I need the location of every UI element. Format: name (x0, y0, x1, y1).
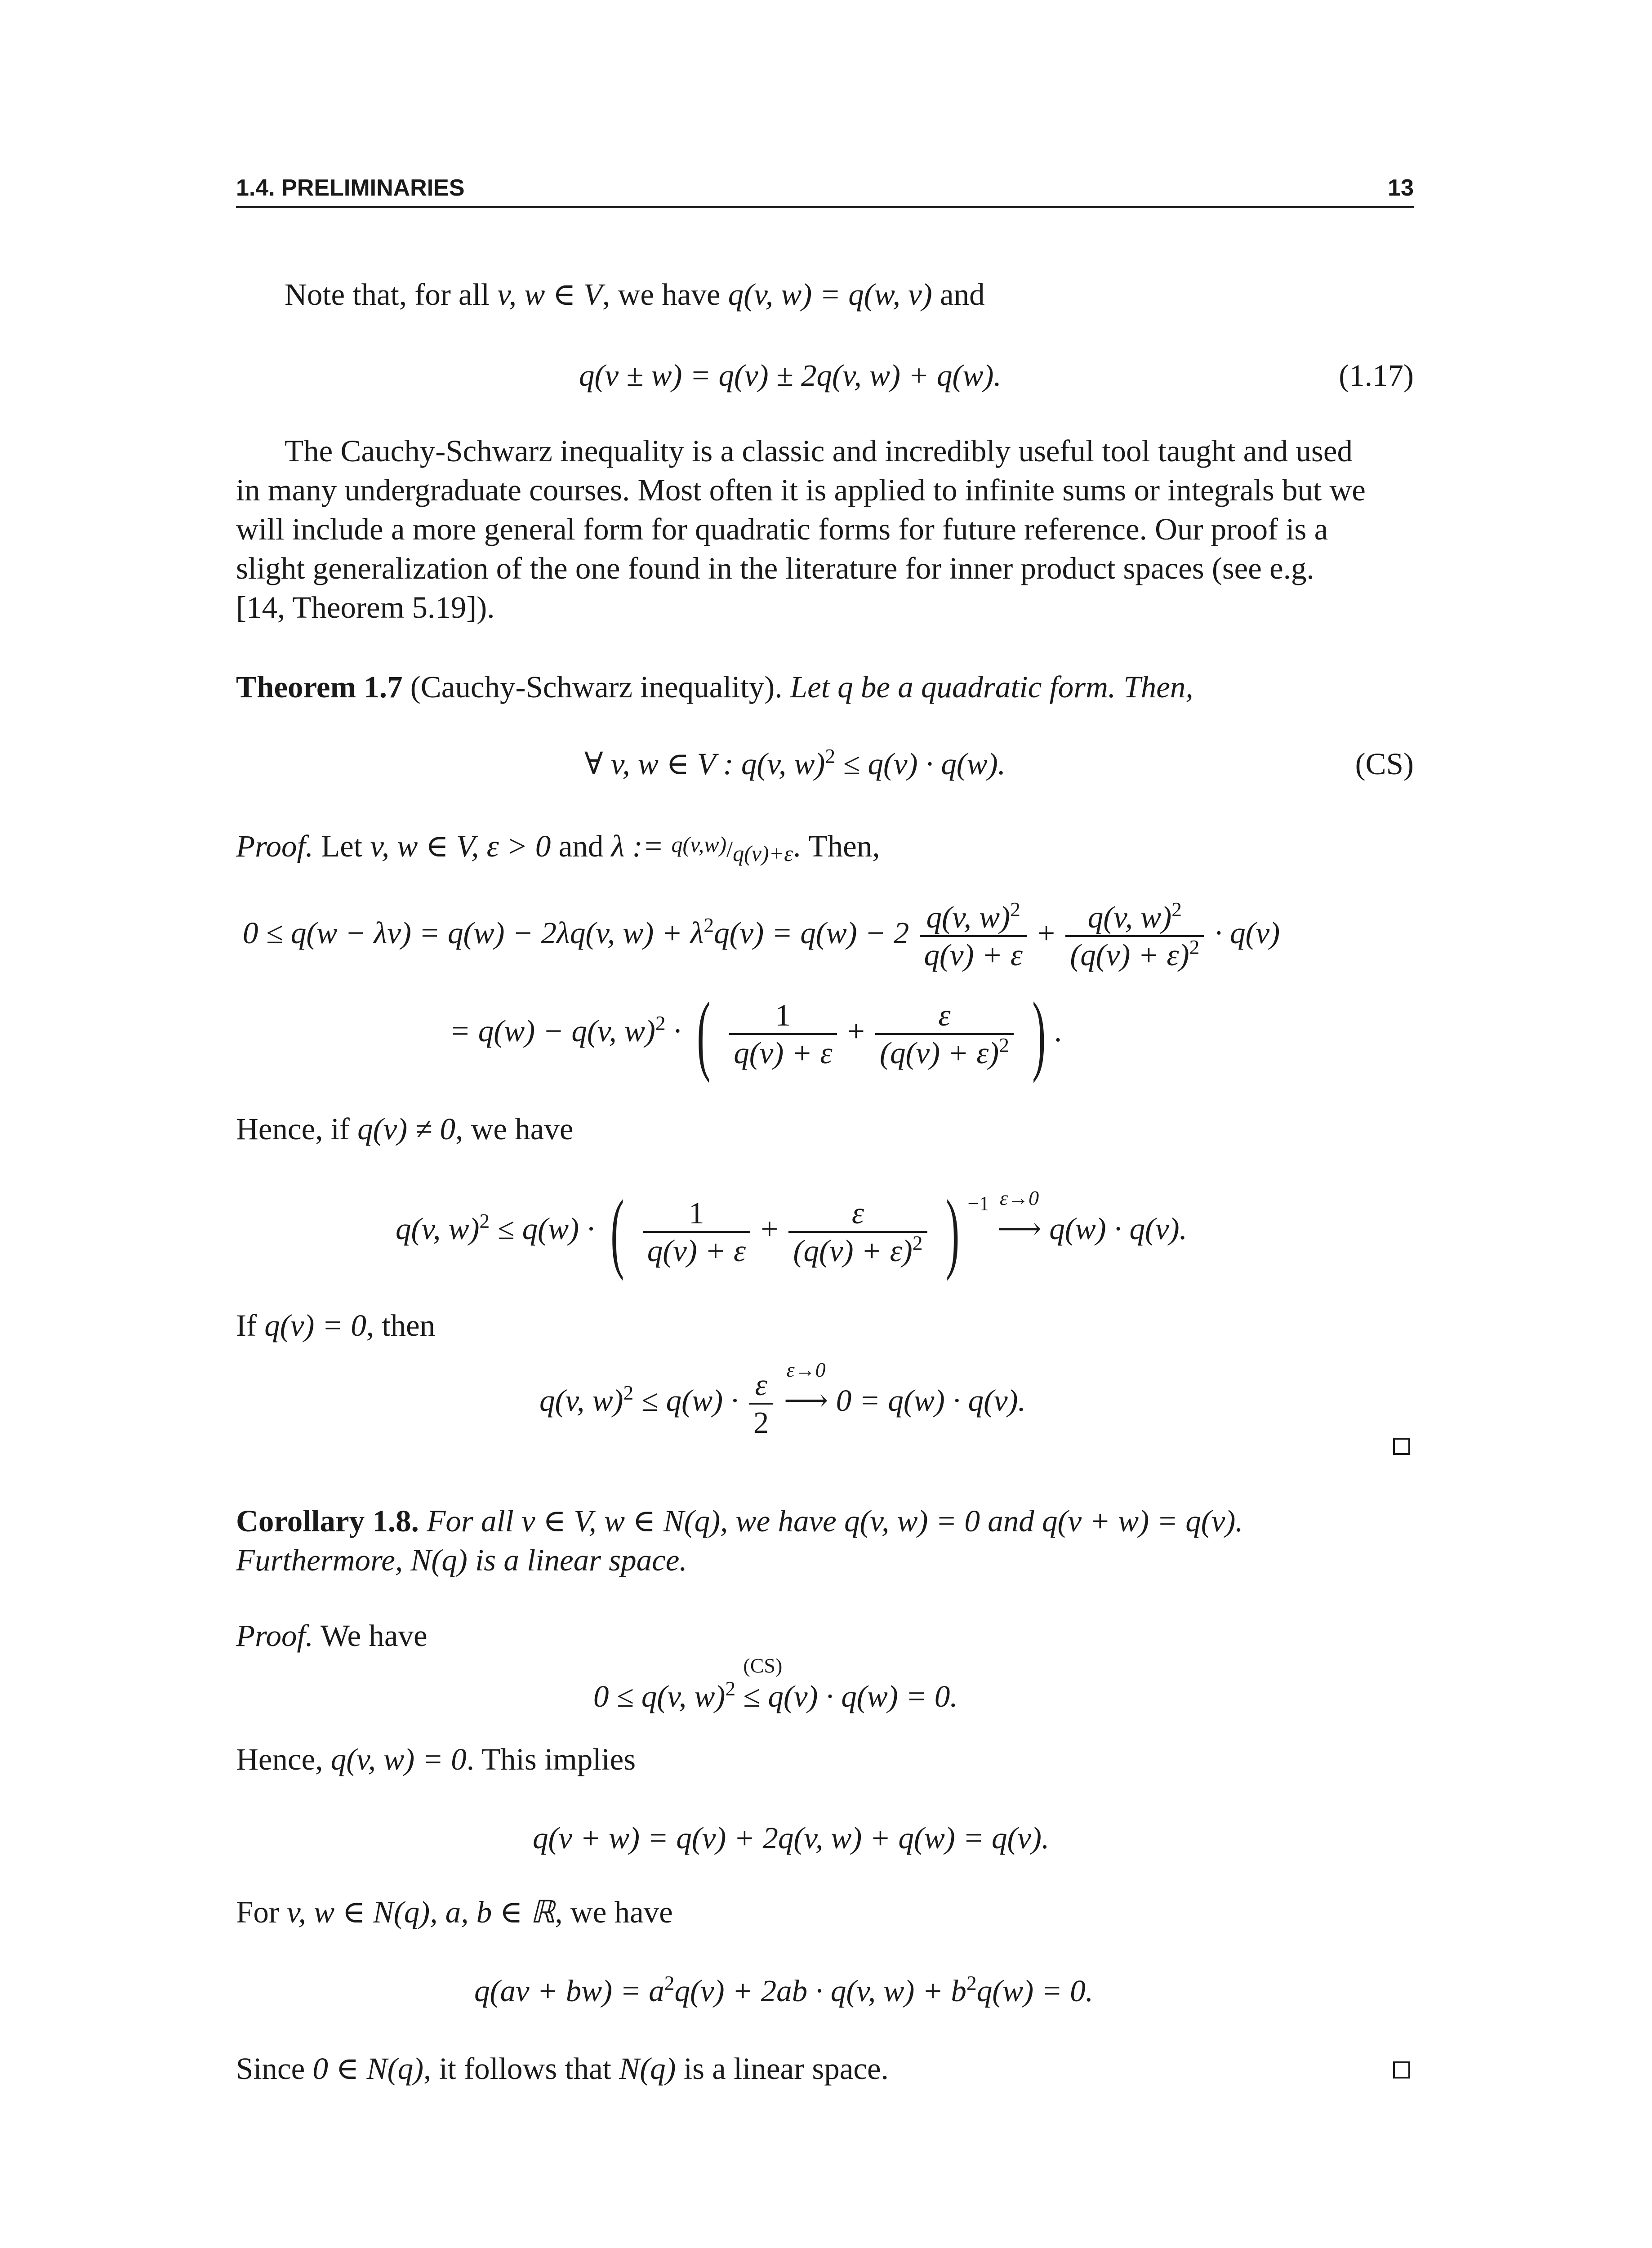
theorem-1-7: Theorem 1.7 (Cauchy-Schwarz inequality). Let q be a quadratic form. Then, (236, 670, 1193, 704)
qed-symbol-2 (1393, 2061, 1410, 2079)
proof-label-2: Proof. (236, 1619, 313, 1653)
for-linear: For v, w ∈ N(q), a, b ∈ ℝ, we have (236, 1895, 673, 1929)
equation-number-1-17: (1.17) (1339, 358, 1414, 393)
page-number: 13 (1388, 175, 1414, 201)
equation-linear-combination: $q(av + bw) = a^2q(v) + 2ab \cdot q(v$, $w) + b^2q(w) = 0$. (474, 1971, 1093, 2008)
right-paren: ) (1032, 984, 1046, 1084)
fraction-g1: $\frac{1}{q(v) + \varepsilon}$ (729, 997, 837, 1071)
if-zero: If q(v) = 0, then (236, 1308, 436, 1343)
proof-1-intro: Proof. Let v, w ∈ V, ε > 0 and λ := q(v,w)/q(v)+ε. Then, (236, 829, 880, 866)
hence-zero: Hence, q(v, w) = 0. This implies (236, 1742, 636, 1776)
proof-label: Proof. (236, 829, 313, 863)
proof-2-intro: Proof. We have (236, 1619, 427, 1653)
paragraph-cauchy-schwarz: The Cauchy-Schwarz inequality is a classic and incredibly useful tool taught and used in many undergraduate courses. Most often it is applied to infinite sums or integrals but we will include a more general form for quadratic forms for future reference. Our proof is a slight generalization of the one found in the literature for inner product spaces (see e.g. [14, Theorem 5.19]). (236, 434, 1366, 624)
since-conclusion: Since 0 ∈ N(q), it follows that N(q) is a linear space. (236, 2052, 889, 2086)
equation-1-17: q(v ± w) = q(v) ± 2q(v, w) + q(w). (579, 358, 1002, 393)
running-header (236, 174, 1414, 208)
fraction-term-1: $\frac{q(v, w)^2}{q(v) + \varepsilon}$ (920, 899, 1027, 973)
qed-symbol-1 (1393, 1438, 1410, 1455)
equation-number-cs: (CS) (1355, 747, 1414, 781)
theorem-label: Theorem 1.7 (236, 670, 403, 704)
intro-sentence: Note that, for all v, w ∈ V, we have q(v, w) = q(w, v) and (285, 277, 985, 312)
fraction-term-2: $\frac{q(v, w)^2}{(q(v) + \varepsilon)^2}$ (1065, 899, 1204, 973)
corollary-1-8: Corollary 1.8. For all v ∈ V, w ∈ N(q), we have q(v, w) = 0 and q(v + w) = q(v). Furthermore, N(q) is a linear space. (236, 1504, 1243, 1577)
expansion-line-2: = q(w) − q(v, w)$^2$ · ( $\frac{1}{q(v) + \varepsilon}$ + $\frac{\varepsilon}{(q(v) + \varepsilon)^2}$ ) . (450, 984, 1062, 1084)
fraction-g2: $\frac{\varepsilon}{(q(v) + \varepsilon)^2}$ (875, 997, 1014, 1071)
inequality-limit-2: q(v, w)$^2$ ≤ q(w) · $\frac{\varepsilon}{2}$ ε→0 ⟶ 0 = q(w) · q(v). (539, 1358, 1026, 1440)
equation-sum: q(v + w) = q(v) + 2q(v, w) + q(w) = q(v). (533, 1821, 1050, 1855)
hence-nonzero: Hence, if q(v) ≠ 0, we have (236, 1112, 574, 1146)
left-paren: ( (697, 984, 711, 1084)
equation-cs: ∀ v, w ∈ V : q(v, w)$^2$ ≤ q(v) · q(w). (584, 744, 1006, 781)
expansion-line-1: 0 ≤ q(w − λv) = q(w) − 2λq(v, $w) + \lambda^2q(v) = q(w) - 2$ $\frac{q(v, w)^2}{q(v) + \varepsilon}$ + $\frac{q(v, w)^2}{(q(v) + \varepsilon)^2}$ · q(v) (243, 897, 1280, 972)
limit-arrow: ε→0 ⟶ (997, 1186, 1042, 1246)
equation-cs-applied: 0 ≤ q(v, w)$^2$ (CS) ≤ q(v) · q(w) = 0. (593, 1654, 958, 1713)
limit-arrow-2: ε→0 ⟶ (784, 1358, 828, 1418)
corollary-label: Corollary 1.8. (236, 1504, 419, 1538)
section-title: 1.4. PRELIMINARIES (236, 175, 465, 201)
inequality-limit-1: q(v, w)$^2$ ≤ q(w) · ( $\frac{1}{q(v) + \varepsilon}$ + $\frac{\varepsilon}{(q(v) + \varepsilon)^2}$ ) $^{-1}$ ε→0 ⟶ q(w) · q(v). (396, 1182, 1187, 1281)
